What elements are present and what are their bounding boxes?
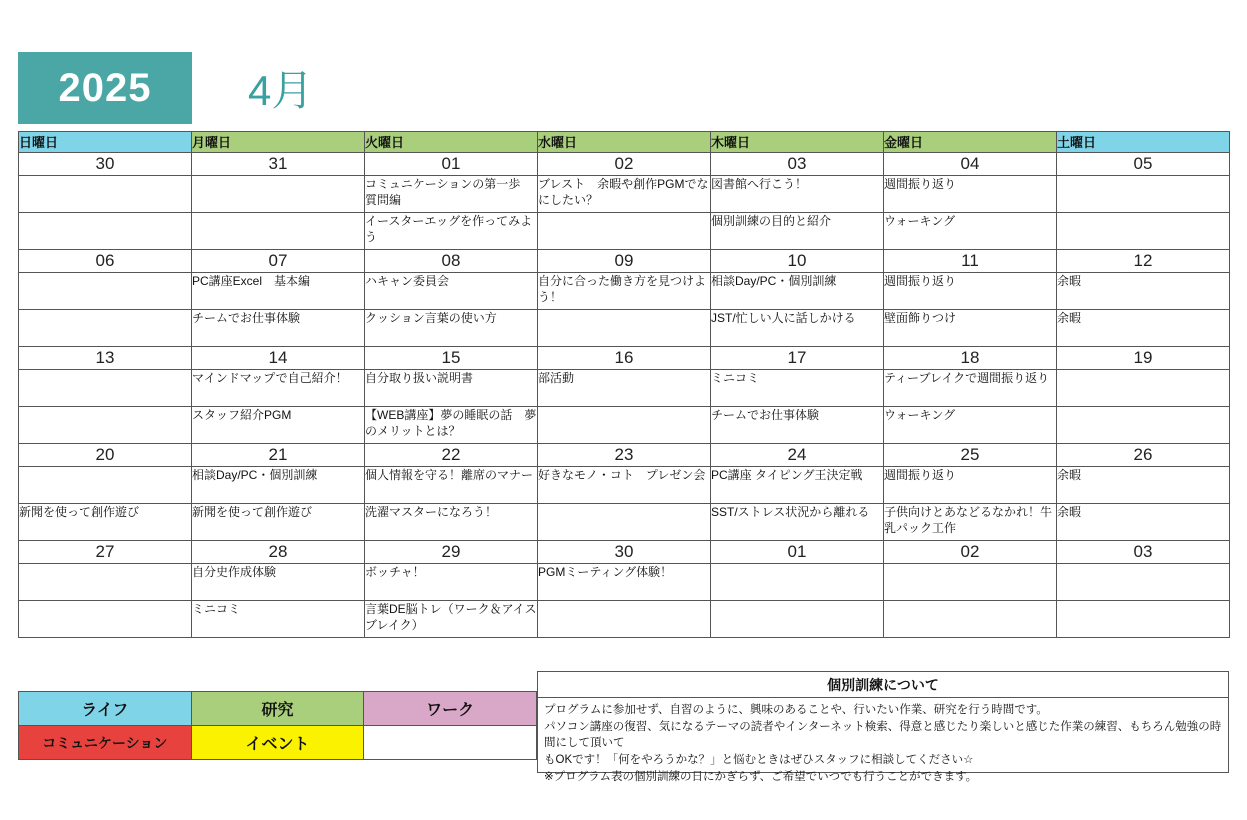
legend — [18, 691, 537, 760]
month-label: 4月 — [248, 67, 314, 114]
event-cell: ハキャン委員会 — [365, 273, 538, 310]
event-cell: マインドマップで自己紹介！ — [192, 370, 365, 407]
day-number: 13 — [19, 347, 192, 370]
day-number: 03 — [711, 153, 884, 176]
event-cell: ミニコミ — [192, 601, 365, 638]
event-cell: イースターエッグを作ってみよう — [365, 213, 538, 250]
legend-item — [364, 726, 537, 760]
day-number: 03 — [1057, 541, 1230, 564]
empty-cell — [1057, 370, 1230, 407]
dow-monday: 月曜日 — [192, 132, 365, 153]
event-cell: ボッチャ！ — [365, 564, 538, 601]
event-cell: ウォーキング — [884, 407, 1057, 444]
empty-cell — [19, 601, 192, 638]
day-number: 04 — [884, 153, 1057, 176]
event-cell: 余暇 — [1057, 310, 1230, 347]
legend-item: ライフ — [19, 692, 192, 726]
note-body — [538, 698, 1228, 790]
day-number: 30 — [19, 153, 192, 176]
week-daynum-row — [19, 153, 1230, 176]
legend-item: 研究 — [191, 692, 364, 726]
legend-item: ワーク — [364, 692, 537, 726]
week-daynum-row — [19, 347, 1230, 370]
day-number: 05 — [1057, 153, 1230, 176]
dow-friday: 金曜日 — [884, 132, 1057, 153]
event-cell: 相談Day/PC・個別訓練 — [711, 273, 884, 310]
empty-cell — [192, 213, 365, 250]
day-number: 02 — [538, 153, 711, 176]
week-daynum-row — [19, 444, 1230, 467]
week-daynum-row — [19, 541, 1230, 564]
event-cell: 図書館へ行こう！ — [711, 176, 884, 213]
day-number: 02 — [884, 541, 1057, 564]
legend-item: イベント — [191, 726, 364, 760]
empty-cell — [711, 564, 884, 601]
empty-cell — [538, 504, 711, 541]
empty-cell — [19, 370, 192, 407]
event-cell: コミュニケーションの第一歩 質問編 — [365, 176, 538, 213]
day-number: 16 — [538, 347, 711, 370]
event-cell: 新聞を使って創作遊び — [19, 504, 192, 541]
day-number: 07 — [192, 250, 365, 273]
empty-cell — [538, 407, 711, 444]
week-event-row — [19, 407, 1230, 444]
event-cell: 余暇 — [1057, 273, 1230, 310]
empty-cell — [1057, 213, 1230, 250]
empty-cell — [711, 601, 884, 638]
week-daynum-row — [19, 250, 1230, 273]
empty-cell — [19, 310, 192, 347]
event-cell: 週間振り返り — [884, 467, 1057, 504]
day-number: 20 — [19, 444, 192, 467]
day-number: 11 — [884, 250, 1057, 273]
day-number: 19 — [1057, 347, 1230, 370]
event-cell: 自分史作成体験 — [192, 564, 365, 601]
dow-thursday: 木曜日 — [711, 132, 884, 153]
event-cell: PGMミーティング体験！ — [538, 564, 711, 601]
event-cell: 洗濯マスターになろう！ — [365, 504, 538, 541]
event-cell: 相談Day/PC・個別訓練 — [192, 467, 365, 504]
week-event-row — [19, 310, 1230, 347]
day-number: 17 — [711, 347, 884, 370]
day-number: 28 — [192, 541, 365, 564]
event-cell: 壁面飾りつけ — [884, 310, 1057, 347]
empty-cell — [19, 564, 192, 601]
note-line: ※プログラム表の個別訓練の日にかぎらず、ご希望でいつでも行うことができます。 — [544, 771, 978, 783]
event-cell: 個別訓練の目的と紹介 — [711, 213, 884, 250]
day-number: 10 — [711, 250, 884, 273]
note-title: 個別訓練について — [538, 672, 1228, 698]
legend-row — [19, 692, 537, 726]
day-number: 29 — [365, 541, 538, 564]
week-event-row — [19, 504, 1230, 541]
day-number: 01 — [711, 541, 884, 564]
empty-cell — [192, 176, 365, 213]
week-event-row — [19, 564, 1230, 601]
day-number: 22 — [365, 444, 538, 467]
dow-sunday: 日曜日 — [19, 132, 192, 153]
day-number: 27 — [19, 541, 192, 564]
calendar-body — [19, 153, 1230, 638]
event-cell: 【WEB講座】夢の睡眠の話 夢のメリットとは？ — [365, 407, 538, 444]
day-number: 25 — [884, 444, 1057, 467]
note-line: もOKです！「何をやろうかな？」と悩むときはぜひスタッフに相談してください☆ — [544, 754, 974, 766]
year-label: 2025 — [58, 65, 152, 110]
event-cell: 個人情報を守る！離席のマナー — [365, 467, 538, 504]
day-number: 21 — [192, 444, 365, 467]
week-event-row — [19, 273, 1230, 310]
week-event-row — [19, 370, 1230, 407]
legend-table — [18, 691, 537, 760]
event-cell: ティーブレイクで週間振り返り — [884, 370, 1057, 407]
event-cell: ミニコミ — [711, 370, 884, 407]
empty-cell — [19, 273, 192, 310]
empty-cell — [19, 467, 192, 504]
event-cell: 週間振り返り — [884, 273, 1057, 310]
day-number: 01 — [365, 153, 538, 176]
event-cell: 余暇 — [1057, 467, 1230, 504]
dow-header-row — [19, 132, 1230, 153]
calendar-header — [18, 52, 1228, 124]
week-event-row — [19, 467, 1230, 504]
empty-cell — [1057, 176, 1230, 213]
empty-cell — [19, 407, 192, 444]
empty-cell — [538, 601, 711, 638]
calendar-table — [18, 131, 1230, 638]
event-cell: JST/忙しい人に話しかける — [711, 310, 884, 347]
event-cell: 週間振り返り — [884, 176, 1057, 213]
event-cell: 余暇 — [1057, 504, 1230, 541]
event-cell: PC講座Excel 基本編 — [192, 273, 365, 310]
event-cell: チームでお仕事体験 — [192, 310, 365, 347]
dow-saturday: 土曜日 — [1057, 132, 1230, 153]
event-cell: SST/ストレス状況から離れる — [711, 504, 884, 541]
empty-cell — [19, 213, 192, 250]
day-number: 23 — [538, 444, 711, 467]
week-event-row — [19, 213, 1230, 250]
day-number: 24 — [711, 444, 884, 467]
note-box — [537, 671, 1229, 783]
empty-cell — [538, 213, 711, 250]
empty-cell — [19, 176, 192, 213]
event-cell: チームでお仕事体験 — [711, 407, 884, 444]
empty-cell — [884, 564, 1057, 601]
event-cell: スタッフ紹介PGM — [192, 407, 365, 444]
day-number: 30 — [538, 541, 711, 564]
week-event-row — [19, 176, 1230, 213]
week-event-row — [19, 601, 1230, 638]
day-number: 08 — [365, 250, 538, 273]
note-line: パソコン講座の復習、気になるテーマの読者やインターネット検索、得意と感じたり楽しいと感じた作業の練習、もちろん勉強の時間にして頂いて — [544, 721, 1222, 749]
event-cell: 部活動 — [538, 370, 711, 407]
event-cell: 新聞を使って創作遊び — [192, 504, 365, 541]
event-cell: ブレスト 余暇や創作PGMでなにしたい？ — [538, 176, 711, 213]
note-line: プログラムに参加せず、自習のように、興味のあることや、行いたい作業、研究を行う時間です。 — [544, 704, 1048, 716]
event-cell: 子供向けとあなどるなかれ！牛乳パック工作 — [884, 504, 1057, 541]
dow-tuesday: 火曜日 — [365, 132, 538, 153]
year-badge — [18, 52, 192, 124]
event-cell: クッション言葉の使い方 — [365, 310, 538, 347]
empty-cell — [1057, 601, 1230, 638]
event-cell: ウォーキング — [884, 213, 1057, 250]
event-cell: 自分に合った働き方を見つけよう！ — [538, 273, 711, 310]
empty-cell — [538, 310, 711, 347]
event-cell: 言葉DE脳トレ（ワーク＆アイスブレイク） — [365, 601, 538, 638]
day-number: 06 — [19, 250, 192, 273]
day-number: 31 — [192, 153, 365, 176]
dow-wednesday: 水曜日 — [538, 132, 711, 153]
day-number: 09 — [538, 250, 711, 273]
day-number: 15 — [365, 347, 538, 370]
empty-cell — [884, 601, 1057, 638]
day-number: 18 — [884, 347, 1057, 370]
legend-item: コミュニケーション — [19, 726, 192, 760]
event-cell: 好きなモノ・コト プレゼン会 — [538, 467, 711, 504]
empty-cell — [1057, 407, 1230, 444]
event-cell: PC講座 タイピング王決定戦 — [711, 467, 884, 504]
empty-cell — [1057, 564, 1230, 601]
day-number: 26 — [1057, 444, 1230, 467]
event-cell: 自分取り扱い説明書 — [365, 370, 538, 407]
day-number: 12 — [1057, 250, 1230, 273]
legend-row — [19, 726, 537, 760]
day-number: 14 — [192, 347, 365, 370]
